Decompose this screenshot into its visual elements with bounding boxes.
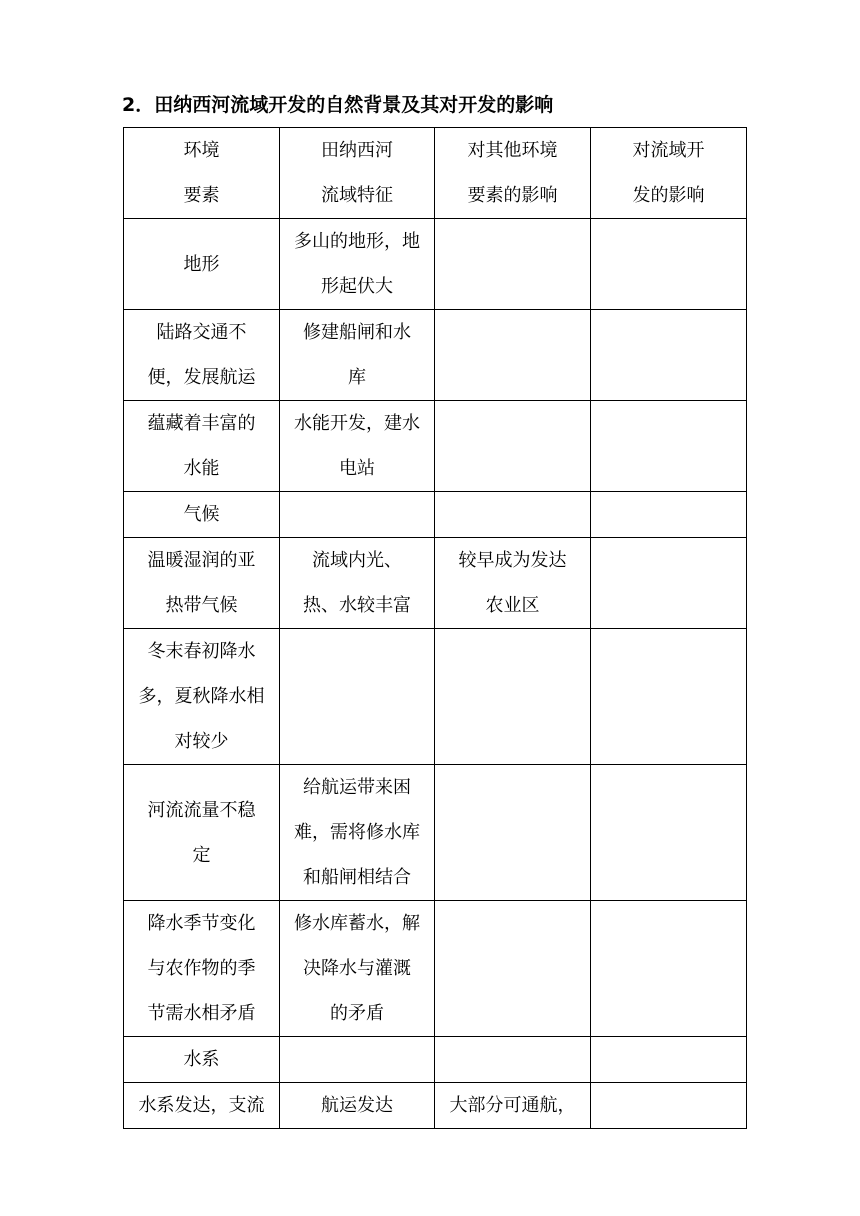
table-cell-feature <box>280 310 435 401</box>
table-cell-impact-environment <box>435 629 591 765</box>
table-row <box>124 765 747 901</box>
cell-text-line: 大部分可通航， <box>449 1095 576 1116</box>
table-cell-impact-environment <box>435 538 591 629</box>
table-cell-impact-development <box>591 310 747 401</box>
table-cell-impact-environment <box>435 1037 591 1083</box>
table-cell-element <box>124 1037 280 1083</box>
cell-text-line: 与农作物的季 <box>147 958 256 979</box>
cell-text-line: 对其他环境 <box>467 140 558 161</box>
cell-text-line: 水系发达，支流 <box>138 1095 265 1116</box>
cell-text-line: 环境 <box>183 140 220 161</box>
table-cell-element <box>124 401 280 492</box>
cell-text-line: 水系 <box>183 1049 220 1070</box>
table-cell-feature <box>280 401 435 492</box>
cell-text-line: 冬末春初降水 <box>147 641 256 662</box>
cell-text-line: 河流流量不稳 <box>147 799 256 821</box>
cell-text-line: 发的影响 <box>632 185 705 206</box>
cell-text-line: 修水库蓄水，解 <box>294 913 420 934</box>
cell-text-line: 地形 <box>183 253 220 275</box>
table-row <box>124 1037 747 1083</box>
cell-text-line: 电站 <box>339 458 375 479</box>
table-row <box>124 538 747 629</box>
table-cell-feature <box>280 901 435 1037</box>
cell-text-line: 决降水与灌溉 <box>303 958 411 979</box>
table-cell-impact-environment <box>435 1083 591 1129</box>
table-cell-element <box>124 219 280 310</box>
cell-text-line: 气候 <box>183 504 220 525</box>
table-header-row <box>124 128 747 219</box>
table-cell-element <box>124 538 280 629</box>
cell-text-line: 给航运带来困 <box>303 777 411 798</box>
table-cell-element <box>124 901 280 1037</box>
cell-text-line: 对较少 <box>174 731 229 752</box>
table-cell-impact-environment <box>435 219 591 310</box>
table-cell-impact-environment <box>435 492 591 538</box>
cell-text-line: 要素的影响 <box>467 185 558 206</box>
cell-text-line: 多山的地形，地 <box>294 231 420 252</box>
table-cell-impact-environment <box>435 765 591 901</box>
cell-text-line: 农业区 <box>485 595 540 616</box>
table-row <box>124 492 747 538</box>
cell-text-line: 流域内光、 <box>312 550 402 571</box>
cell-text-line: 形起伏大 <box>321 276 393 297</box>
development-table <box>123 127 747 1129</box>
cell-text-line: 热带气候 <box>165 595 238 616</box>
table-cell-impact-development <box>591 629 747 765</box>
cell-text-line: 修建船闸和水 <box>303 322 411 343</box>
table-cell-impact-development <box>591 219 747 310</box>
table-cell-impact-environment <box>435 401 591 492</box>
table-cell-impact-environment <box>435 901 591 1037</box>
table-cell-feature <box>280 219 435 310</box>
table-cell-feature <box>280 492 435 538</box>
header-cell-element <box>124 128 280 219</box>
cell-text-line: 便，发展航运 <box>147 367 256 388</box>
cell-text-line: 节需水相矛盾 <box>147 1003 256 1024</box>
table-row <box>124 901 747 1037</box>
cell-text-line: 陆路交通不 <box>156 322 247 343</box>
cell-text-line: 库 <box>348 367 366 388</box>
cell-text-line: 航运发达 <box>321 1095 393 1116</box>
table-cell-feature <box>280 538 435 629</box>
table-cell-element <box>124 765 280 901</box>
cell-text-line: 和船闸相结合 <box>303 867 411 888</box>
cell-text-line: 难，需将修水库 <box>294 822 420 843</box>
table-cell-feature <box>280 765 435 901</box>
table-row <box>124 310 747 401</box>
table-cell-feature <box>280 629 435 765</box>
table-cell-impact-development <box>591 765 747 901</box>
table-cell-impact-development <box>591 492 747 538</box>
cell-text-line: 热、水较丰富 <box>303 595 411 616</box>
cell-text-line: 要素 <box>183 185 220 206</box>
cell-text-line: 较早成为发达 <box>458 550 567 571</box>
table-cell-element <box>124 492 280 538</box>
table-cell-impact-development <box>591 1037 747 1083</box>
cell-text-line: 温暖湿润的亚 <box>147 550 256 571</box>
header-cell-impact-environment <box>435 128 591 219</box>
cell-text-line: 流域特征 <box>321 185 393 206</box>
table-cell-element <box>124 310 280 401</box>
table-cell-feature <box>280 1083 435 1129</box>
table-cell-feature <box>280 1037 435 1083</box>
cell-text-line: 降水季节变化 <box>147 913 256 934</box>
table-cell-impact-environment <box>435 310 591 401</box>
cell-text-line: 田纳西河 <box>321 140 393 161</box>
table-row <box>124 629 747 765</box>
table-row <box>124 1083 747 1129</box>
page-heading: 2．田纳西河流域开发的自然背景及其对开发的影响 <box>122 94 554 116</box>
table-row <box>124 401 747 492</box>
cell-text-line: 的矛盾 <box>330 1003 384 1024</box>
cell-text-line: 多，夏秋降水相 <box>138 686 265 707</box>
header-cell-feature <box>280 128 435 219</box>
cell-text-line: 水能开发，建水 <box>294 413 420 434</box>
cell-text-line: 对流域开 <box>632 140 705 161</box>
table-cell-impact-development <box>591 538 747 629</box>
header-cell-impact-development <box>591 128 747 219</box>
cell-text-line: 定 <box>192 844 211 866</box>
cell-text-line: 蕴藏着丰富的 <box>147 413 256 434</box>
table-row <box>124 219 747 310</box>
cell-text-line: 水能 <box>183 458 220 479</box>
table-cell-element <box>124 1083 280 1129</box>
table-cell-element <box>124 629 280 765</box>
table-cell-impact-development <box>591 1083 747 1129</box>
table-cell-impact-development <box>591 901 747 1037</box>
table-cell-impact-development <box>591 401 747 492</box>
